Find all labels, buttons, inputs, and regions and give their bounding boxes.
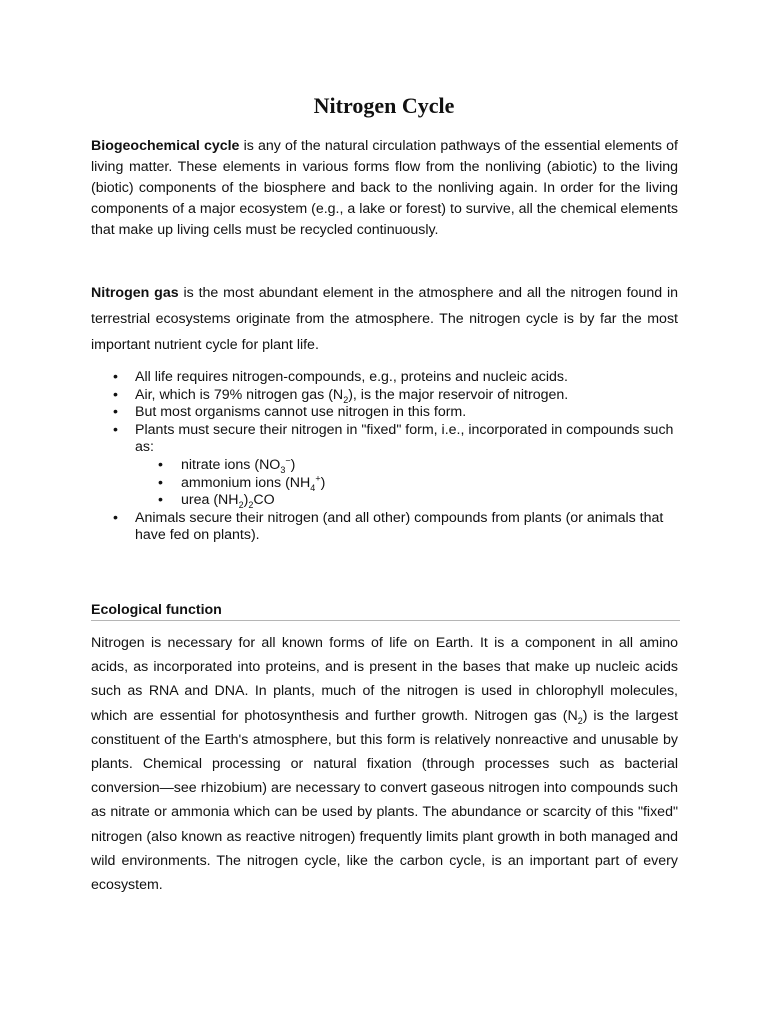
bullet-icon: •	[158, 492, 163, 509]
intro-paragraph	[91, 136, 678, 241]
intro-text: is any of the natural circulation pathways of the essential elements of living matter. These elements in various forms flow from the nonliving (abiotic) to the living (biotic) components of the biosphere and back to the nonliving again. In order for the living components of a major ecosystem (e.g., a lake or forest) to survive, all the chemical elements that make up living cells must be recycled continuously.	[91, 138, 678, 238]
bullet-icon: •	[158, 456, 163, 473]
bullet-icon: •	[113, 509, 118, 526]
heading-divider	[91, 620, 680, 621]
bullet-icon: •	[113, 369, 118, 385]
list-item: • But most organisms cannot use nitrogen in this form.	[113, 404, 467, 421]
list-item: • Plants must secure their nitrogen in "fixed" form, i.e., incorporated in compounds such as: • nitrate ions $(NO_3^-)$ • ammonium ions $(NH_4^+)$ • urea $(NH_2)_2CO$	[91, 422, 681, 510]
bullet-icon: •	[158, 474, 163, 491]
section-heading: Ecological function	[91, 602, 222, 618]
bullet-icon: •	[113, 404, 118, 421]
list-item: • Animals secure their nitrogen (and all other) compounds from plants (or animals that have fed on plants).	[113, 509, 664, 544]
sub-bullet-list	[135, 457, 681, 510]
bullet-list	[91, 369, 681, 545]
nitrogen-gas-text: is the most abundant element in the atmosphere and all the nitrogen found in terrestrial ecosystems originate from the atmosphere. The nitrogen cycle is by far the most important nutrient cycle for plant life.	[91, 285, 678, 353]
sub-list-item: • urea $(NH_2)_2CO$	[158, 492, 275, 510]
list-item: • Air, which is 79% nitrogen gas $(N_2)$, is the major reservoir of nitrogen.	[113, 386, 569, 405]
nitrogen-gas-paragraph	[91, 280, 678, 358]
sub-list-item: • ammonium ions $(NH_4^+)$	[158, 472, 326, 493]
page-title: Nitrogen Cycle	[313, 93, 455, 118]
ecological-paragraph: Nitrogen is necessary for all known forms of life on Earth. It is a component in all amino acids, as incorporated into proteins, and is present in the bases that make up nucleic acids such as RNA and DNA. In plants, much of the nitrogen is used in chlorophyll molecules, which are essential for photosynthesis and further growth. Nitrogen gas $(N_2)$ is the largest constituent of the Earth's atmosphere, but this form is relatively nonreactive and unusable by plants. Chemical processing or natural fixation (through processes such as bacterial conversion—see rhizobium) are necessary to convert gaseous nitrogen into compounds such as nitrate or ammonia which can be used by plants. The abundance or scarcity of this "fixed" nitrogen (also known as reactive nitrogen) frequently limits plant growth in both managed and wild environments. The nitrogen cycle, like the carbon cycle, is an important part of every ecosystem.	[91, 635, 678, 894]
nitrogen-gas-term: Nitrogen gas	[91, 285, 179, 301]
intro-term: Biogeochemical cycle	[91, 138, 240, 154]
sub-list-item: • nitrate ions $(NO_3^-)$	[158, 455, 296, 475]
list-item: • All life requires nitrogen-compounds, e.g., proteins and nucleic acids.	[113, 369, 568, 385]
bullet-icon: •	[113, 386, 118, 403]
bullet-icon: •	[113, 421, 118, 438]
